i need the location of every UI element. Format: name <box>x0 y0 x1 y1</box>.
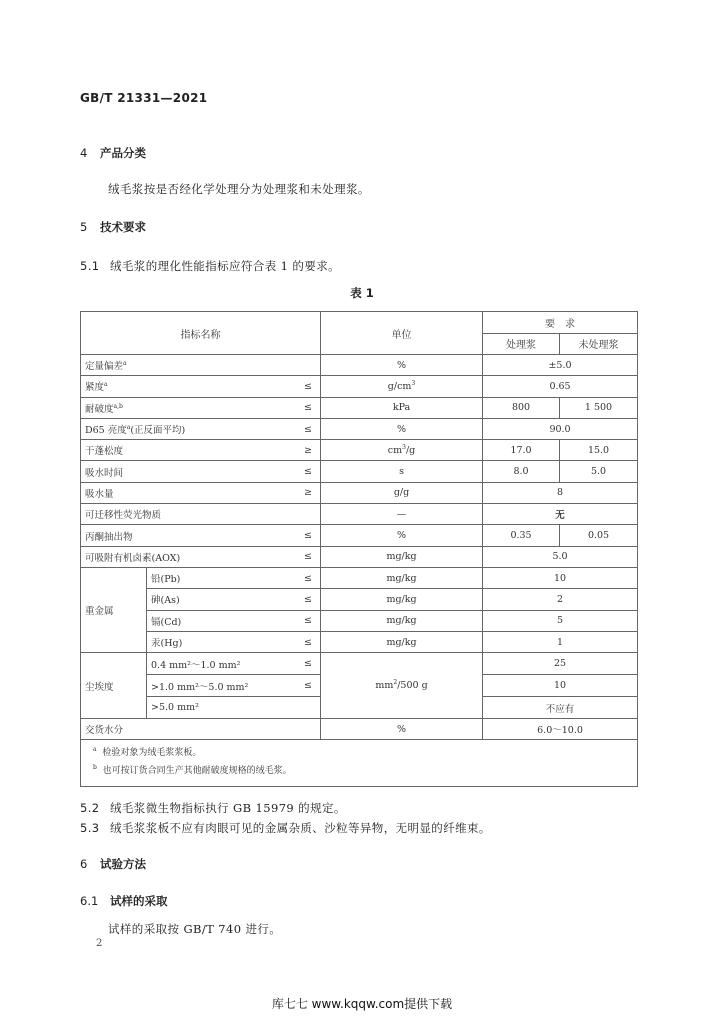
clause-5-3: 5.3 绒毛浆浆板不应有肉眼可见的金属杂质、沙粒等异物，无明显的纤维束。 <box>80 821 491 835</box>
table-row: >5.0 mm² 不应有 <box>81 697 638 719</box>
table-header-row <box>81 312 638 334</box>
dust-unit: $mm^2/500$ g <box>321 653 483 719</box>
dust-group: 尘埃度 <box>81 653 147 719</box>
header-treated: 处理浆 <box>483 333 560 355</box>
header-unit: 单位 <box>321 312 483 355</box>
table-row: 吸水时间 ≤ s 8.0 5.0 <box>81 461 638 482</box>
clause-5-1: 5.1 绒毛浆的理化性能指标应符合表 1 的要求。 <box>80 259 341 273</box>
table-row: 镉(Cd) ≤ mg/kg 5 <box>81 610 638 631</box>
note-b: $^b$ 也可按订货合同生产其他耐破度规格的绒毛浆。 <box>93 764 292 777</box>
table-row: D65 亮度$^a$(正反面平均) ≤ % 90.0 <box>81 418 638 439</box>
header-requirement: 要 求 <box>483 312 638 334</box>
table-row: 耐破度$^{a,b}$ ≤ kPa 800 1 500 <box>81 397 638 418</box>
table-row: 干蓬松度 ≥ $cm^3/g$ 17.0 15.0 <box>81 440 638 461</box>
table-title: 表 1 <box>350 286 374 300</box>
table-row: 可吸附有机卤素(AOX) ≤ mg/kg 5.0 <box>81 546 638 567</box>
download-footer: 库七七 www.kqqw.com提供下载 <box>271 997 453 1011</box>
header-indicator: 指标名称 <box>81 312 321 355</box>
note-a: $^a$ 检验对象为绒毛浆浆板。 <box>93 746 202 759</box>
section-5-heading: 5 技术要求 <box>80 220 146 234</box>
table-row: 尘埃度 0.4 mm²～1.0 mm² ≤ $mm^2/500$ g 25 <box>81 653 638 675</box>
requirements-table <box>80 311 638 787</box>
section-6-heading: 6 试验方法 <box>80 857 146 871</box>
section-4-heading: 4 产品分类 <box>80 146 146 160</box>
table-row: 紧度$^a$ ≤ $g/cm^3$ 0.65 <box>81 376 638 397</box>
section-6-1-heading: 6.1 试样的采取 <box>80 894 168 908</box>
table-row: 定量偏差$^a$ % ±5.0 <box>81 355 638 376</box>
table-row: 交货水分 % 6.0～10.0 <box>81 719 638 740</box>
section-4-text: 绒毛浆按是否经化学处理分为处理浆和未处理浆。 <box>108 182 370 196</box>
table-row: 可迁移性荧光物质 — 无 <box>81 504 638 525</box>
table-row: 丙酮抽出物 ≤ % 0.35 0.05 <box>81 525 638 546</box>
standard-number: GB/T 21331—2021 <box>80 91 208 105</box>
table-row: 吸水量 ≥ g/g 8 <box>81 482 638 503</box>
table-notes <box>81 740 638 787</box>
clause-5-2: 5.2 绒毛浆微生物指标执行 GB 15979 的规定。 <box>80 801 346 815</box>
table-row: 砷(As) ≤ mg/kg 2 <box>81 589 638 610</box>
section-6-1-text: 试样的采取按 GB/T 740 进行。 <box>108 922 282 936</box>
table-row: 汞(Hg) ≤ mg/kg 1 <box>81 631 638 652</box>
table-row: >1.0 mm²～5.0 mm² ≤ 10 <box>81 675 638 697</box>
heavy-metal-group: 重金属 <box>81 567 147 652</box>
table-row: 重金属 铅(Pb) ≤ mg/kg 10 <box>81 567 638 588</box>
page-number: 2 <box>96 938 103 949</box>
header-untreated: 未处理浆 <box>560 333 638 355</box>
